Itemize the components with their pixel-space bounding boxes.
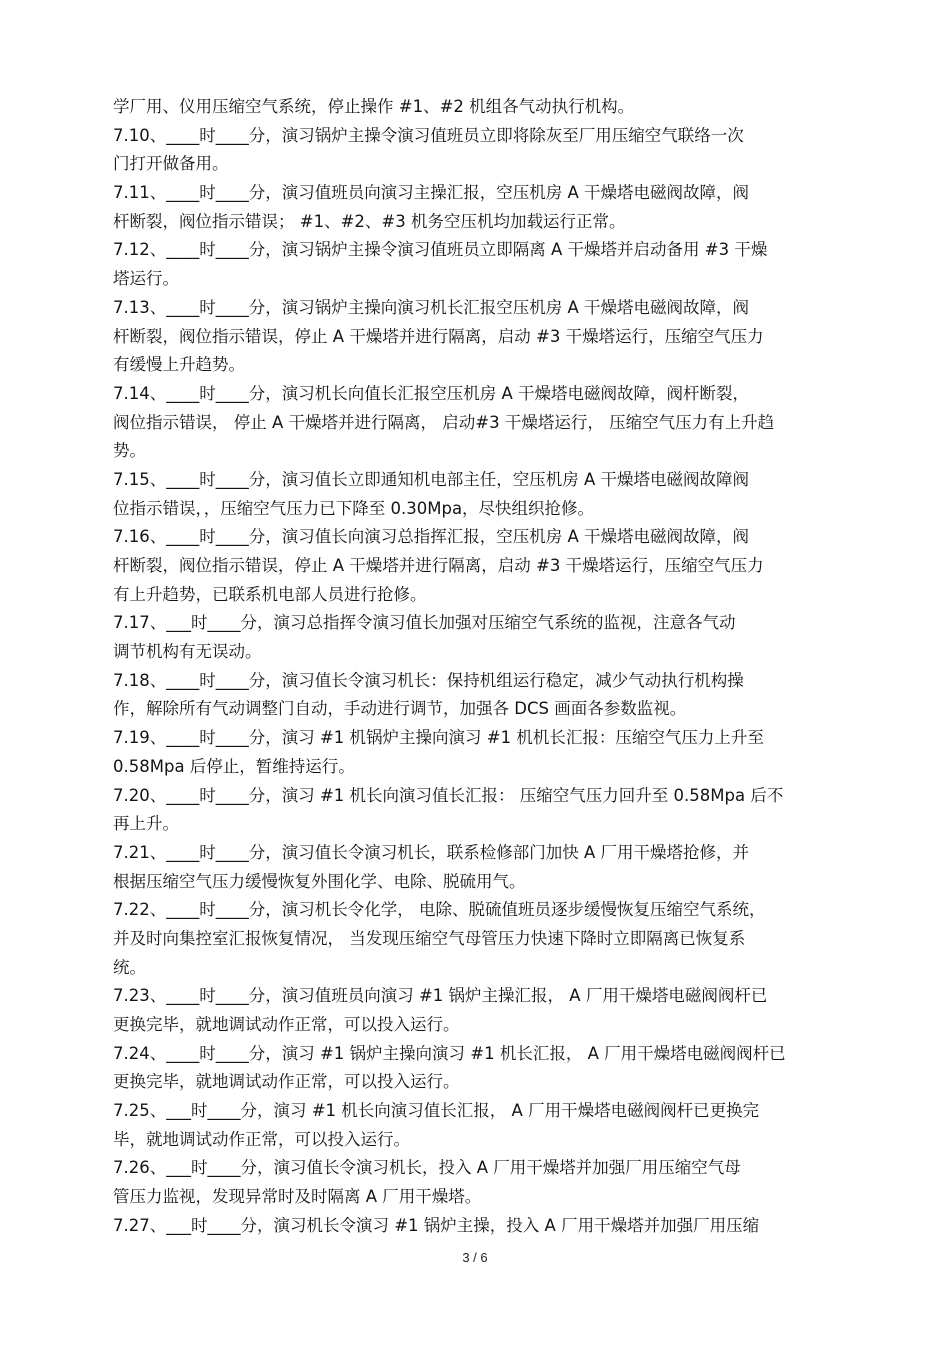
text-line: 统。 — [113, 957, 146, 977]
text-line: 根据压缩空气压力缓慢恢复外围化学、电除、脱硫用气。 — [113, 871, 526, 891]
text-line: 并及时向集控室汇报恢复情况， 当发现压缩空气母管压力快速下降时立即隔离已恢复系 — [113, 928, 746, 948]
text-line: 7.24、____时____分，演习 #1 锅炉主操向演习 #1 机长汇报， A 厂用干燥塔电磁阀阀杆已 — [113, 1043, 786, 1063]
text-line: 调节机构有无误动。 — [113, 642, 262, 662]
text-line: 7.19、____时____分，演习 #1 机锅炉主操向演习 #1 机机长汇报：压缩空气压力上升至 — [113, 728, 764, 748]
text-line: 有缓慢上升趋势。 — [113, 355, 245, 375]
document-body — [113, 93, 843, 1241]
text-line: 7.27、___时____分，演习机长令演习 #1 锅炉主操，投入 A 厂用干燥塔并加强厂用压缩 — [113, 1215, 760, 1235]
text-line: 7.10、____时____分，演习锅炉主操令演习值班员立即将除灰至厂用压缩空气联络一次 — [113, 125, 744, 145]
text-line: 0.58Mpa 后停止，暂维持运行。 — [113, 756, 355, 776]
text-line: 7.26、___时____分，演习值长令演习机长，投入 A 厂用干燥塔并加强厂用压缩空气母 — [113, 1158, 741, 1178]
text-line: 7.15、____时____分，演习值长立即通知机电部主任，空压机房 A 干燥塔电磁阀故障阀 — [113, 469, 750, 489]
text-line: 7.13、____时____分，演习锅炉主操向演习机长汇报空压机房 A 干燥塔电磁阀故障，阀 — [113, 297, 750, 317]
text-line: 7.20、____时____分，演习 #1 机长向演习值长汇报： 压缩空气压力回升至 0.58Mpa 后不 — [113, 785, 784, 805]
text-line: 毕，就地调试动作正常，可以投入运行。 — [113, 1129, 410, 1149]
text-line: 杆断裂，阀位指示错误； #1、#2、#3 机务空压机均加载运行正常。 — [113, 211, 626, 231]
page-number: 3 / 6 — [462, 1250, 488, 1265]
text-line: 7.25、___时____分，演习 #1 机长向演习值长汇报， A 厂用干燥塔电磁阀阀杆已更换完 — [113, 1101, 760, 1121]
text-line: 杆断裂，阀位指示错误，停止 A 干燥塔并进行隔离，启动 #3 干燥塔运行，压缩空气压力 — [113, 326, 764, 346]
text-line: 7.12、____时____分，演习锅炉主操令演习值班员立即隔离 A 干燥塔并启动备用 #3 干燥 — [113, 240, 768, 260]
text-line: 塔运行。 — [113, 269, 179, 289]
text-line: 位指示错误，，压缩空气压力已下降至 0.30Mpa，尽快组织抢修。 — [113, 498, 595, 518]
text-line: 7.23、____时____分，演习值班员向演习 #1 锅炉主操汇报， A 厂用干燥塔电磁阀阀杆已 — [113, 986, 768, 1006]
text-line: 7.21、____时____分，演习值长令演习机长，联系检修部门加快 A 厂用干燥塔抢修，并 — [113, 842, 750, 862]
text-line: 更换完毕，就地调试动作正常，可以投入运行。 — [113, 1072, 460, 1092]
text-line: 7.17、___时____分，演习总指挥令演习值长加强对压缩空气系统的监视，注意各气动 — [113, 613, 736, 633]
text-line: 再上升。 — [113, 814, 179, 834]
text-line: 势。 — [113, 441, 146, 461]
text-line: 门打开做备用。 — [113, 154, 229, 174]
text-line: 学厂用、仪用压缩空气系统，停止操作 #1、#2 机组各气动执行机构。 — [113, 97, 635, 116]
text-line: 作，解除所有气动调整门自动，手动进行调节，加强各 DCS 画面各参数监视。 — [113, 699, 687, 719]
text-line: 7.14、____时____分，演习机长向值长汇报空压机房 A 干燥塔电磁阀故障，阀杆断裂， — [113, 383, 750, 403]
text-line: 管压力监视，发现异常时及时隔离 A 厂用干燥塔。 — [113, 1187, 482, 1207]
text-line: 更换完毕，就地调试动作正常，可以投入运行。 — [113, 1015, 460, 1034]
text-line: 阀位指示错误， 停止 A 干燥塔并进行隔离， 启动#3 干燥塔运行， 压缩空气压力有上升趋 — [113, 412, 775, 432]
text-line: 7.16、____时____分，演习值长向演习总指挥汇报，空压机房 A 干燥塔电磁阀故障，阀 — [113, 527, 750, 547]
text-line: 7.11、____时____分，演习值班员向演习主操汇报，空压机房 A 干燥塔电磁阀故障，阀 — [113, 183, 750, 203]
text-line: 有上升趋势，已联系机电部人员进行抢修。 — [113, 584, 427, 604]
text-line: 7.22、____时____分，演习机长令化学， 电除、脱硫值班员逐步缓慢恢复压缩空气系统， — [113, 900, 766, 920]
text-line: 7.18、____时____分，演习值长令演习机长：保持机组运行稳定，减少气动执行机构操 — [113, 670, 744, 690]
text-line: 杆断裂，阀位指示错误，停止 A 干燥塔并进行隔离，启动 #3 干燥塔运行，压缩空气压力 — [113, 556, 764, 575]
